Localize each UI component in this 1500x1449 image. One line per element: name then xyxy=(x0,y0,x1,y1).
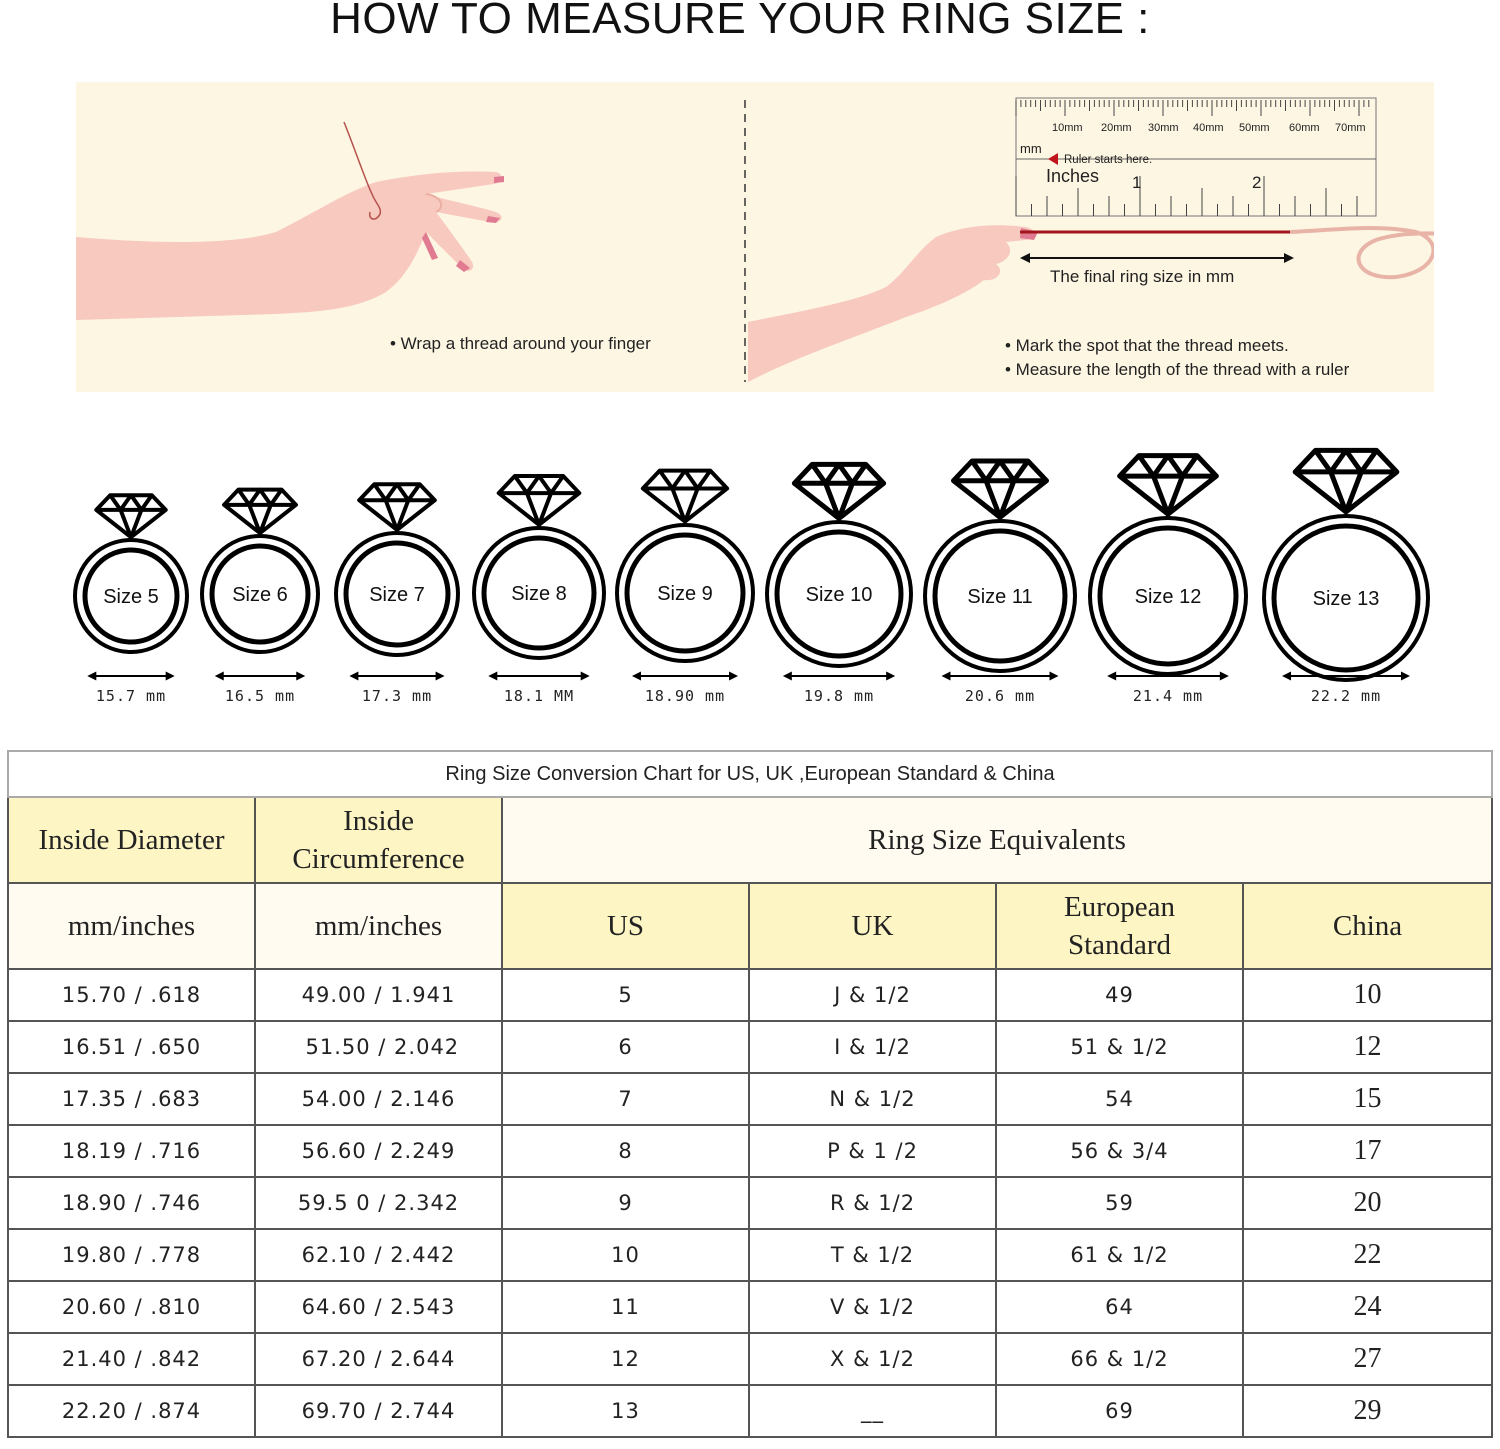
thread-coil-illustration xyxy=(1290,228,1434,277)
cell-diameter: 17.35 / .683 xyxy=(8,1073,255,1125)
cell-uk: __ xyxy=(749,1385,996,1437)
ring-mm-label: 18.1 MM xyxy=(503,687,575,705)
cell-circ: 59.5 0 / 2.342 xyxy=(255,1177,502,1229)
ruler-mm-tick: 50mm xyxy=(1239,122,1270,134)
cell-uk: V & 1/2 xyxy=(749,1281,996,1333)
header-circ-line-1: Inside xyxy=(343,805,414,837)
arrow-left-icon xyxy=(783,672,792,681)
header-circ-line-2: Circumference xyxy=(292,843,465,875)
ring-mm-label: 20.6 mm xyxy=(964,687,1036,705)
diamond-icon xyxy=(499,476,580,525)
ring-11 xyxy=(925,461,1075,705)
double-arrow-icon xyxy=(1020,253,1294,263)
header-ring-size-equivalents: Ring Size Equivalents xyxy=(502,797,1492,883)
table-row xyxy=(8,1021,1492,1073)
step-1-text: • Wrap a thread around your finger xyxy=(390,334,651,353)
ruler-mm-tick: 10mm xyxy=(1052,122,1083,134)
ring-size-label: Size 8 xyxy=(511,583,567,605)
cell-circ: 51.50 / 2.042 xyxy=(255,1021,502,1073)
ring-mm-label: 16.5 mm xyxy=(224,687,296,705)
table-row xyxy=(8,1177,1492,1229)
header-inside-circumference xyxy=(255,797,502,883)
ring-size-label: Size 12 xyxy=(1134,586,1202,608)
arrow-right-icon xyxy=(436,672,445,681)
cell-us: 10 xyxy=(502,1229,749,1281)
cell-circ: 67.20 / 2.644 xyxy=(255,1333,502,1385)
diamond-icon xyxy=(359,484,435,530)
cell-diameter: 16.51 / .650 xyxy=(8,1021,255,1073)
hand-left-illustration xyxy=(76,171,502,320)
cell-diameter: 15.70 / .618 xyxy=(8,969,255,1021)
ring-mm-label: 22.2 mm xyxy=(1310,687,1382,705)
arrow-right-icon xyxy=(729,672,738,681)
cell-diameter: 21.40 / .842 xyxy=(8,1333,255,1385)
diamond-icon xyxy=(1295,450,1397,512)
page-title: HOW TO MEASURE YOUR RING SIZE : xyxy=(330,0,1150,43)
table-row xyxy=(8,1333,1492,1385)
arrow-right-icon xyxy=(581,672,590,681)
ring-7 xyxy=(336,484,458,705)
diamond-icon xyxy=(954,461,1047,517)
arrow-right-icon xyxy=(296,672,305,681)
step-2-line-2: • Measure the length of the thread with a ruler xyxy=(1005,360,1350,379)
arrow-right-icon xyxy=(886,672,895,681)
table-row xyxy=(8,1385,1492,1437)
arrow-right-icon xyxy=(166,672,175,681)
cell-uk: R & 1/2 xyxy=(749,1177,996,1229)
ring-size-label: Size 13 xyxy=(1312,588,1380,610)
ring-size-label: Size 10 xyxy=(805,584,873,606)
ring-size-label: Size 5 xyxy=(103,586,159,608)
ruler-inches-label: Inches xyxy=(1046,166,1100,186)
cell-uk: N & 1/2 xyxy=(749,1073,996,1125)
ruler-mm-tick: 40mm xyxy=(1193,122,1224,134)
cell-eu: 51 & 1/2 xyxy=(996,1021,1243,1073)
diamond-icon xyxy=(96,495,165,537)
ruler-inch-2: 2 xyxy=(1252,173,1262,192)
cell-us: 13 xyxy=(502,1385,749,1437)
ring-size-table xyxy=(7,750,1493,1438)
ruler-mm-label: mm xyxy=(1020,141,1042,156)
diamond-icon xyxy=(794,464,883,518)
cell-us: 9 xyxy=(502,1177,749,1229)
cell-china: 27 xyxy=(1243,1333,1492,1385)
step-2-line-1: • Mark the spot that the thread meets. xyxy=(1005,336,1289,355)
cell-uk: I & 1/2 xyxy=(749,1021,996,1073)
cell-eu: 61 & 1/2 xyxy=(996,1229,1243,1281)
final-size-label: The final ring size in mm xyxy=(1050,267,1235,286)
column-us: US xyxy=(502,883,749,969)
cell-us: 11 xyxy=(502,1281,749,1333)
cell-china: 17 xyxy=(1243,1125,1492,1177)
instruction-panel xyxy=(76,82,1434,392)
cell-eu: 69 xyxy=(996,1385,1243,1437)
arrow-right-icon xyxy=(1050,672,1059,681)
arrow-left-icon xyxy=(632,672,641,681)
ruler-mm-tick: 20mm xyxy=(1101,122,1132,134)
cell-diameter: 18.19 / .716 xyxy=(8,1125,255,1177)
cell-china: 20 xyxy=(1243,1177,1492,1229)
cell-circ: 62.10 / 2.442 xyxy=(255,1229,502,1281)
diamond-icon xyxy=(1120,456,1217,514)
subheader-circ-units: mm/inches xyxy=(255,883,502,969)
cell-china: 12 xyxy=(1243,1021,1492,1073)
ring-13 xyxy=(1264,450,1428,705)
cell-china: 24 xyxy=(1243,1281,1492,1333)
ruler-mm-tick: 30mm xyxy=(1148,122,1179,134)
arrow-left-icon xyxy=(349,672,358,681)
ruler-inch-1: 1 xyxy=(1132,173,1142,192)
column-eu-line-2: Standard xyxy=(1067,929,1172,961)
cell-eu: 54 xyxy=(996,1073,1243,1125)
ring-mm-label: 17.3 mm xyxy=(361,687,433,705)
cell-uk: P & 1 /2 xyxy=(749,1125,996,1177)
cell-diameter: 19.80 / .778 xyxy=(8,1229,255,1281)
table-caption: Ring Size Conversion Chart for US, UK ,European Standard & China xyxy=(8,751,1492,797)
arrow-right-icon xyxy=(1401,672,1410,681)
cell-circ: 64.60 / 2.543 xyxy=(255,1281,502,1333)
arrow-left-icon xyxy=(942,672,951,681)
column-china: China xyxy=(1243,883,1492,969)
cell-circ: 56.60 / 2.249 xyxy=(255,1125,502,1177)
ruler xyxy=(1016,98,1376,216)
cell-diameter: 18.90 / .746 xyxy=(8,1177,255,1229)
ring-6 xyxy=(202,490,318,705)
arrow-right-icon xyxy=(1220,672,1229,681)
cell-us: 8 xyxy=(502,1125,749,1177)
table-row xyxy=(8,969,1492,1021)
ruler-mm-tick: 60mm xyxy=(1289,122,1320,134)
arrow-left-icon xyxy=(1048,153,1058,165)
cell-eu: 56 & 3/4 xyxy=(996,1125,1243,1177)
table-row xyxy=(8,1073,1492,1125)
ruler-start-label: Ruler starts here. xyxy=(1064,154,1153,166)
cell-us: 6 xyxy=(502,1021,749,1073)
table-row xyxy=(8,1281,1492,1333)
ring-12 xyxy=(1090,456,1246,705)
cell-diameter: 20.60 / .810 xyxy=(8,1281,255,1333)
subheader-diameter-units: mm/inches xyxy=(8,883,255,969)
cell-us: 5 xyxy=(502,969,749,1021)
ring-8 xyxy=(474,476,604,705)
arrow-left-icon xyxy=(488,672,497,681)
cell-eu: 59 xyxy=(996,1177,1243,1229)
arrow-left-icon xyxy=(1282,672,1291,681)
cell-uk: J & 1/2 xyxy=(749,969,996,1021)
hand-right-illustration xyxy=(748,225,1035,382)
cell-circ: 54.00 / 2.146 xyxy=(255,1073,502,1125)
ring-mm-label: 18.90 mm xyxy=(644,687,726,705)
column-eu-line-1: European xyxy=(1063,891,1176,923)
cell-china: 10 xyxy=(1243,969,1492,1021)
arrow-left-icon xyxy=(1107,672,1116,681)
ring-mm-label: 21.4 mm xyxy=(1132,687,1204,705)
cell-circ: 69.70 / 2.744 xyxy=(255,1385,502,1437)
ring-10 xyxy=(767,464,911,705)
ring-9 xyxy=(617,471,753,705)
cell-uk: X & 1/2 xyxy=(749,1333,996,1385)
ring-5 xyxy=(75,495,187,705)
cell-eu: 64 xyxy=(996,1281,1243,1333)
cell-eu: 49 xyxy=(996,969,1243,1021)
cell-us: 7 xyxy=(502,1073,749,1125)
column-uk: UK xyxy=(749,883,996,969)
column-european-standard xyxy=(996,883,1243,969)
diamond-icon xyxy=(643,471,727,522)
ring-size-label: Size 6 xyxy=(232,584,288,606)
cell-china: 22 xyxy=(1243,1229,1492,1281)
cell-us: 12 xyxy=(502,1333,749,1385)
ring-size-label: Size 7 xyxy=(369,584,425,606)
ring-size-row xyxy=(0,440,1500,720)
table-row xyxy=(8,1229,1492,1281)
cell-diameter: 22.20 / .874 xyxy=(8,1385,255,1437)
cell-china: 15 xyxy=(1243,1073,1492,1125)
arrow-left-icon xyxy=(87,672,96,681)
cell-uk: T & 1/2 xyxy=(749,1229,996,1281)
cell-china: 29 xyxy=(1243,1385,1492,1437)
ruler-mm-tick: 70mm xyxy=(1335,122,1366,134)
arrow-left-icon xyxy=(215,672,224,681)
ring-size-label: Size 9 xyxy=(657,583,713,605)
ring-mm-label: 19.8 mm xyxy=(803,687,875,705)
ring-size-label: Size 11 xyxy=(967,586,1033,608)
cell-circ: 49.00 / 1.941 xyxy=(255,969,502,1021)
table-row xyxy=(8,1125,1492,1177)
header-inside-diameter: Inside Diameter xyxy=(8,797,255,883)
diamond-icon xyxy=(224,490,296,533)
ring-mm-label: 15.7 mm xyxy=(95,687,167,705)
cell-eu: 66 & 1/2 xyxy=(996,1333,1243,1385)
